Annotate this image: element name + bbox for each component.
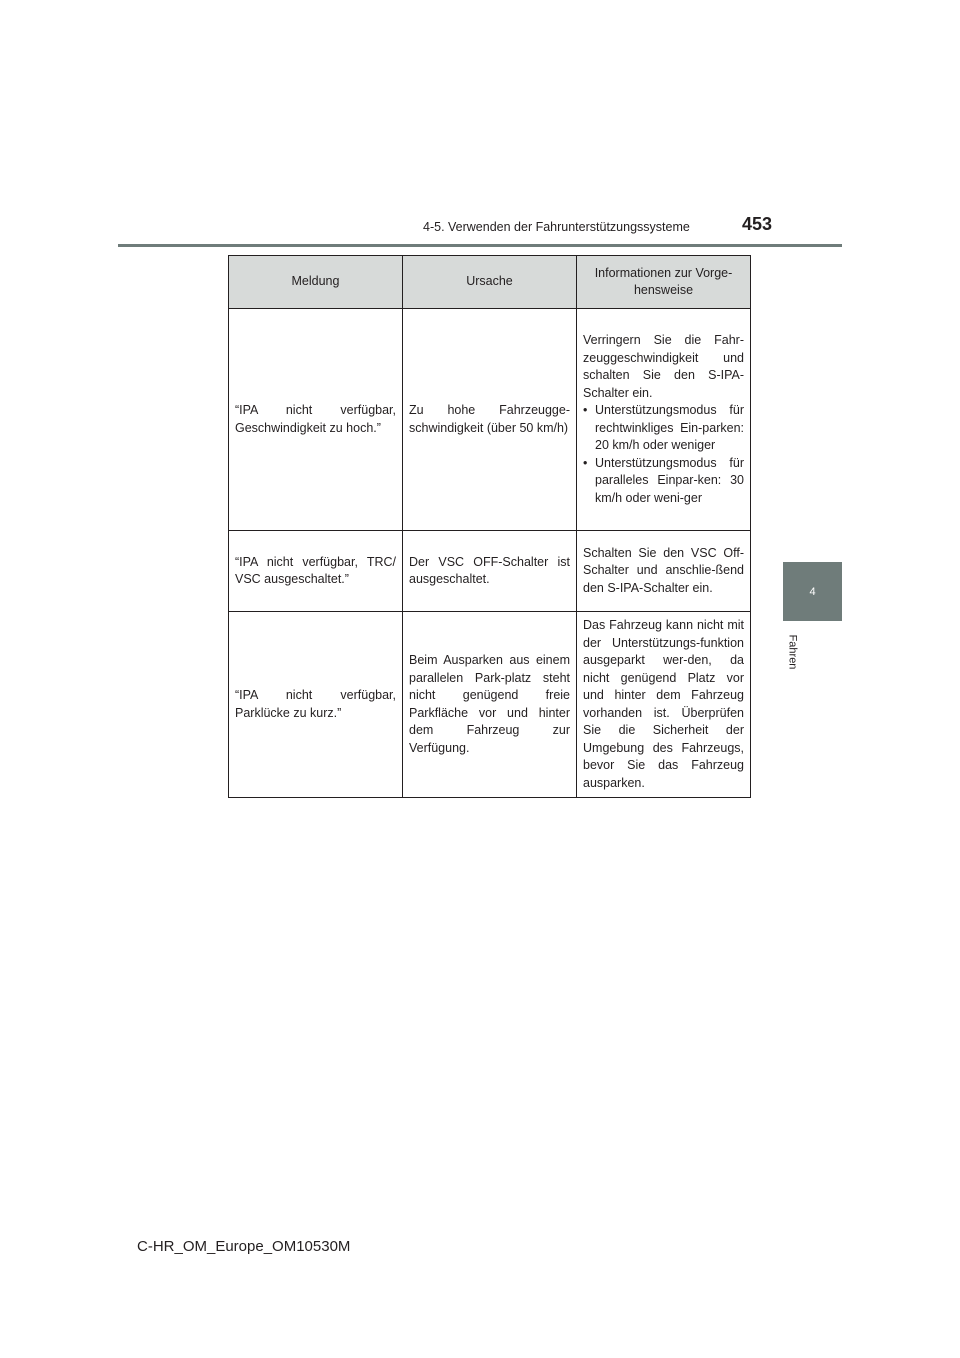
cause-cell: Beim Ausparken aus einem parallelen Park-platz steht nicht genügend freie Parkfläche vor und hinter dem Fahrzeug zur Verfügung. [403,612,577,798]
info-cell: Das Fahrzeug kann nicht mit der Unterstützungs-funktion ausgeparkt wer-den, da nicht genügend Platz vor und hinter dem Fahrzeug vorhanden ist. Überprüfen Sie die Sicherheit der Umgebung des Fahrzeugs, bevor Sie das Fahrzeug ausparken. [577,612,751,798]
chapter-number: 4 [809,585,816,598]
info-cell: Schalten Sie den VSC Off-Schalter und anschlie-ßend den S-IPA-Schalter ein. [577,531,751,612]
info-cell [577,309,751,531]
message-cell: “IPA nicht verfügbar, Geschwindigkeit zu hoch.” [229,309,403,531]
cause-cell: Zu hohe Fahrzeugge-schwindigkeit (über 50 km/h) [403,309,577,531]
header-rule [118,244,842,247]
message-cell: “IPA nicht verfügbar, TRC/ VSC ausgeschaltet.” [229,531,403,612]
chapter-label-container [782,624,802,680]
info-text: Verringern Sie die Fahr-zeuggeschwindigkeit und schalten Sie den S-IPA-Schalter ein. [583,333,744,400]
cause-cell: Der VSC OFF-Schalter ist ausgeschaltet. [403,531,577,612]
info-bullet: • Unterstützungsmodus für paralleles Einpar-ken: 30 km/h oder weni-ger [583,455,744,508]
table-row [229,531,751,612]
message-table [228,255,751,798]
table-row [229,612,751,798]
header-ursache: Ursache [403,256,577,309]
header-informationen: Informationen zur Vorge-hensweise [577,256,751,309]
info-bullet: • Unterstützungsmodus für rechtwinkliges Ein-parken: 20 km/h oder weniger [583,402,744,455]
header-meldung: Meldung [229,256,403,309]
table-header-row [229,256,751,309]
message-cell: “IPA nicht verfügbar, Parklücke zu kurz.” [229,612,403,798]
section-title: 4-5. Verwenden der Fahrunterstützungssysteme [423,220,690,234]
document-code: C-HR_OM_Europe_OM10530M [137,1238,351,1255]
chapter-tab [783,562,842,621]
page-number: 453 [742,214,773,234]
table-row [229,309,751,531]
info-bullet-list [583,402,744,507]
chapter-label: Fahren [786,634,799,670]
